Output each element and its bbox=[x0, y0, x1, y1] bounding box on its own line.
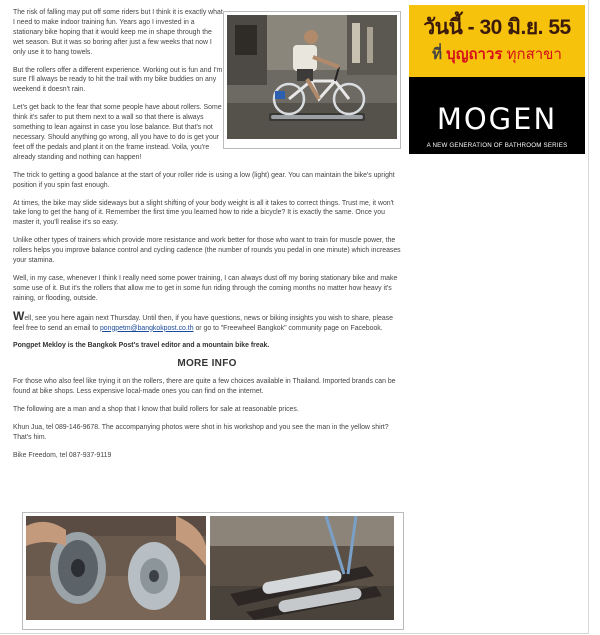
article-paragraph: Let's get back to the fear that some people have about rollers. Some think it's safer to put them next to a wall so that there is always something to lean against in case you lose balance. But that's not necessary. Should anything go wrong, all you have to do is get your feet off the pedals and plant it on the frame instead. Voila, you're already standing and nothing can happen! bbox=[13, 104, 222, 161]
article-paragraph-signoff bbox=[13, 308, 401, 334]
info-paragraph: Khun Jua, tel 089-146-9678. The accompanying photos were shot in his workshop and you see the man in the yellow shirt? That's him. bbox=[13, 424, 389, 441]
article-paragraph: But the rollers offer a different experience. Working out is fun and I'm sure I'll always be ready to hit the trail with my bike buddies on any weekend it doesn't rain. bbox=[13, 66, 223, 94]
ad-store-text bbox=[409, 42, 585, 66]
info-paragraph: Bike Freedom, tel 087-937-9119 bbox=[13, 451, 112, 459]
info-paragraph: The following are a man and a shop that I know that build rollers for sale at reasonable prices. bbox=[13, 406, 299, 414]
mogen-advertisement[interactable] bbox=[409, 5, 585, 154]
ad-brand-logo: MOGEN bbox=[436, 102, 558, 136]
article-paragraph: The trick to getting a good balance at the start of your roller ride is using a low (light) gear. You can maintain the bike's upright position if you spin fast enough. bbox=[13, 171, 395, 189]
ad-tagline: A NEW GENERATION OF BATHROOM SERIES bbox=[426, 142, 568, 149]
ad-date-text: วันนี้ - 30 มิ.ย. 55 bbox=[423, 16, 571, 39]
article-paragraph: At times, the bike may slide sideways but a slight shifting of your body weight is all it takes to correct things. Trust me, it won't take long to get the hang of it. Remember the first time you learned how to ride a bicycle? It is exactly the same. Once you master it, you'll realise it's so easy. bbox=[13, 199, 394, 227]
ad-store-name: บุญถาวร bbox=[446, 46, 503, 63]
article-paragraph: Well, in my case, whenever I think I really need some power training, I can always dust off my boring stationary bike and make some use of it. But it's the rollers that allow me to get in some fun riding through the coming months no matter how heavy it's raining, or flooding, outside. bbox=[13, 274, 398, 302]
author-email-link[interactable]: pongpetm@bangkokpost.co.th bbox=[99, 324, 194, 332]
ad-store-suffix: ทุกสาขา bbox=[502, 46, 562, 63]
author-bio: Pongpet Mekloy is the Bangkok Post's travel editor and a mountain bike freak. bbox=[13, 342, 270, 350]
more-info-heading: MORE INFO bbox=[177, 358, 237, 370]
rider-on-rollers-photo bbox=[223, 11, 401, 149]
dropcap-letter: W bbox=[13, 308, 25, 323]
signoff-text-a: ell, see you here again next Thursday. Until then, if you have questions, news or biking insights you wish to share, please feel free to send an email to bbox=[13, 314, 393, 332]
signoff-text-b: or go to "Freewheel Bangkok" community page on Facebook. bbox=[193, 324, 383, 332]
roller-parts-photo bbox=[22, 512, 404, 630]
article-paragraph: Unlike other types of trainers which provide more resistance and work better for those who want to train for muscle power, the rollers helps you improve balance control and cycling cadence (the number of rounds you pedal in one minute) which increases your stamina. bbox=[13, 237, 401, 265]
ad-store-prefix: ที่ bbox=[432, 46, 447, 63]
info-paragraph: For those who also feel like trying it on the rollers, there are quite a few choices available in Thailand. Imported brands can be found at bike shops. Less expensive local-made ones you can find on the internet. bbox=[13, 378, 396, 396]
article-paragraph: The risk of falling may put off some riders but I think it is exactly what I need to make indoor training fun. Years ago I invested in a stationary bike hoping that it would keep me in shape through the wet season. But it was so boring after just a few weeks that now I only use it to hang towels. bbox=[13, 9, 223, 56]
